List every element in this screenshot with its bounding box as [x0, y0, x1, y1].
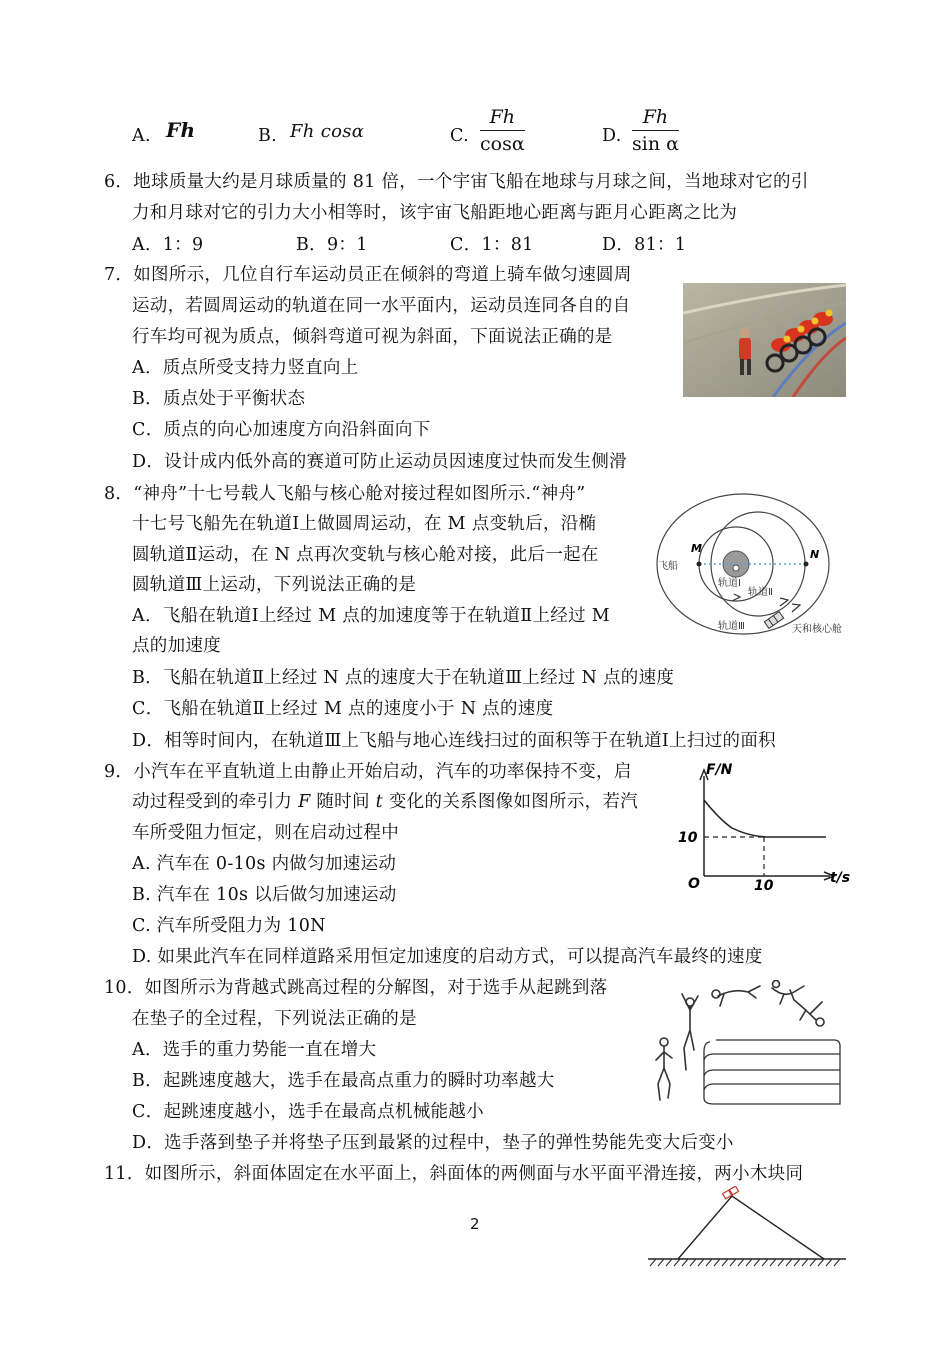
q5-option-c-fraction — [480, 104, 525, 157]
q7-line-3: 行车均可视为质点，倾斜弯道可视为斜面，下面说法正确的是 — [132, 327, 613, 347]
orbit-1-arrow-icon — [732, 594, 740, 601]
q10-option-c: C．起跳速度越小，选手在最高点机械能越小 — [132, 1102, 484, 1122]
x-tick-label: 10 — [754, 878, 774, 894]
q10-line-1: 10．如图所示为背越式跳高过程的分解图，对于选手从起跳到落 — [104, 978, 608, 998]
q9-option-b: B. 汽车在 10s 以后做匀加速运动 — [132, 885, 397, 905]
q7-option-c: C．质点的向心加速度方向沿斜面向下 — [132, 420, 431, 440]
q7-option-a: A．质点所受支持力竖直向上 — [132, 358, 359, 378]
q5-option-b-formula: Fh cosα — [290, 121, 365, 142]
x-axis-label: t/s — [830, 870, 851, 886]
q9-symbol-t: t — [375, 792, 383, 812]
q8-option-b: B．飞船在轨道Ⅱ上经过 N 点的速度大于在轨道Ⅲ上经过 N 点的速度 — [132, 668, 675, 688]
q8-line-1: 8．“神舟”十七号载人飞船与核心舱对接过程如图所示.“神舟” — [104, 484, 586, 504]
q5-option-d-denominator: sin α — [632, 133, 679, 155]
q9-line-2-part-c: 变化的关系图像如图所示，若汽 — [383, 792, 639, 812]
q10-option-a: A．选手的重力势能一直在增大 — [132, 1040, 377, 1060]
point-m-label: M — [691, 542, 702, 555]
q6-option-d: D．81：1 — [602, 235, 687, 255]
q7-option-b: B．质点处于平衡状态 — [132, 389, 306, 409]
q8-line-2: 十七号飞船先在轨道Ⅰ上做圆周运动，在 M 点变轨后，沿椭 — [132, 514, 597, 534]
orbit-3-arrow-icon — [792, 604, 800, 612]
ground-hatching — [650, 1259, 840, 1266]
q9-line-2 — [132, 790, 638, 814]
q9-line-2-part-a: 动过程受到的牵引力 — [132, 792, 299, 812]
landing-mat — [704, 1040, 840, 1104]
y-axis-label: F/N — [706, 762, 733, 778]
y-tick-label: 10 — [678, 830, 698, 846]
q10-option-d: D．选手落到垫子并将垫子压到最紧的过程中，垫子的弹性势能先变大后变小 — [132, 1133, 734, 1153]
q6-option-b: B．9：1 — [296, 235, 368, 255]
q7-line-1: 7．如图所示，几位自行车运动员正在倾斜的弯道上骑车做匀速圆周 — [104, 265, 632, 285]
cyclists-photo — [683, 283, 846, 397]
q5-option-a-letter: A. — [132, 126, 151, 146]
q9-option-c: C. 汽车所受阻力为 10N — [132, 916, 326, 936]
q5-option-d-fraction — [632, 104, 679, 157]
q10-option-b: B．起跳速度越大，选手在最高点重力的瞬时功率越大 — [132, 1071, 555, 1091]
q11-line-1: 11．如图所示，斜面体固定在水平面上，斜面体的两侧面与水平面平滑连接，两小木块同 — [104, 1164, 804, 1184]
q6-option-c: C．1：81 — [450, 235, 534, 255]
orbit-2-label: 轨道Ⅱ — [748, 587, 773, 598]
q7-line-2: 运动，若圆周运动的轨道在同一水平面内，运动员连同各自的自 — [132, 296, 631, 316]
q9-option-d: D. 如果此汽车在同样道路采用恒定加速度的启动方式，可以提高汽车最终的速度 — [132, 947, 763, 967]
q9-symbol-f: F — [298, 792, 311, 812]
q6-line-2: 力和月球对它的引力大小相等时，该宇宙飞船距地心距离与距月心距离之比为 — [132, 203, 738, 223]
high-jump-illustration — [644, 980, 844, 1108]
incline-diagram — [646, 1186, 852, 1270]
space-station-icon — [764, 612, 783, 629]
q8-option-c: C．飞船在轨道Ⅱ上经过 M 点的速度小于 N 点的速度 — [132, 699, 554, 719]
q9-line-1: 9．小汽车在平直轨道上由静止开始启动，汽车的功率保持不变，启 — [104, 762, 632, 782]
q8-line-3: 圆轨道Ⅱ运动，在 N 点再次变轨与核心舱对接，此后一起在 — [132, 545, 599, 565]
q5-option-c-denominator: cosα — [480, 133, 525, 155]
q10-line-2: 在垫子的全过程，下列说法正确的是 — [132, 1009, 417, 1029]
force-curve — [704, 800, 826, 837]
q8-option-d: D．相等时间内，在轨道Ⅲ上飞船与地心连线扫过的面积等于在轨道Ⅰ上扫过的面积 — [132, 731, 776, 751]
q9-line-3: 车所受阻力恒定，则在启动过程中 — [132, 823, 399, 843]
q7-option-d: D．设计成内低外高的赛道可防止运动员因速度过快而发生侧滑 — [132, 452, 627, 472]
page-number: 2 — [470, 1215, 480, 1233]
q5-option-c-numerator: Fh — [480, 104, 525, 131]
q8-line-4: 圆轨道Ⅲ上运动，下列说法正确的是 — [132, 575, 417, 595]
q6-option-a: A．1：9 — [132, 235, 204, 255]
q6-line-1: 6．地球质量大约是月球质量的 81 倍，一个宇宙飞船在地球与月球之间，当地球对它的引 — [104, 172, 809, 192]
q5-option-c-letter: C. — [450, 126, 469, 146]
orbit-3-label: 轨道Ⅲ — [718, 621, 745, 632]
q9-line-2-part-b: 随时间 — [310, 792, 376, 812]
q8-option-a-line-2: 点的加速度 — [132, 636, 221, 656]
cyclists-photo-drawing — [683, 283, 846, 397]
orbit-diagram — [652, 488, 848, 640]
q9-option-a: A. 汽车在 0-10s 内做匀加速运动 — [132, 854, 397, 874]
incline-triangle — [678, 1196, 824, 1259]
q5-option-b-letter: B. — [258, 126, 278, 146]
q8-option-a-line-1: A．飞船在轨道Ⅰ上经过 M 点的加速度等于在轨道Ⅱ上经过 M — [132, 606, 610, 626]
ship-label: 飞船 — [658, 561, 678, 572]
force-time-graph — [670, 760, 854, 894]
q5-option-d-numerator: Fh — [632, 104, 679, 131]
q5-option-a-formula: Fh — [166, 118, 196, 142]
orbit-1-label: 轨道Ⅰ — [718, 578, 741, 589]
station-label: 天和核心舱 — [792, 624, 842, 635]
q5-option-d-letter: D. — [602, 126, 622, 146]
point-n-label: N — [810, 548, 820, 561]
origin-label: O — [688, 876, 700, 892]
